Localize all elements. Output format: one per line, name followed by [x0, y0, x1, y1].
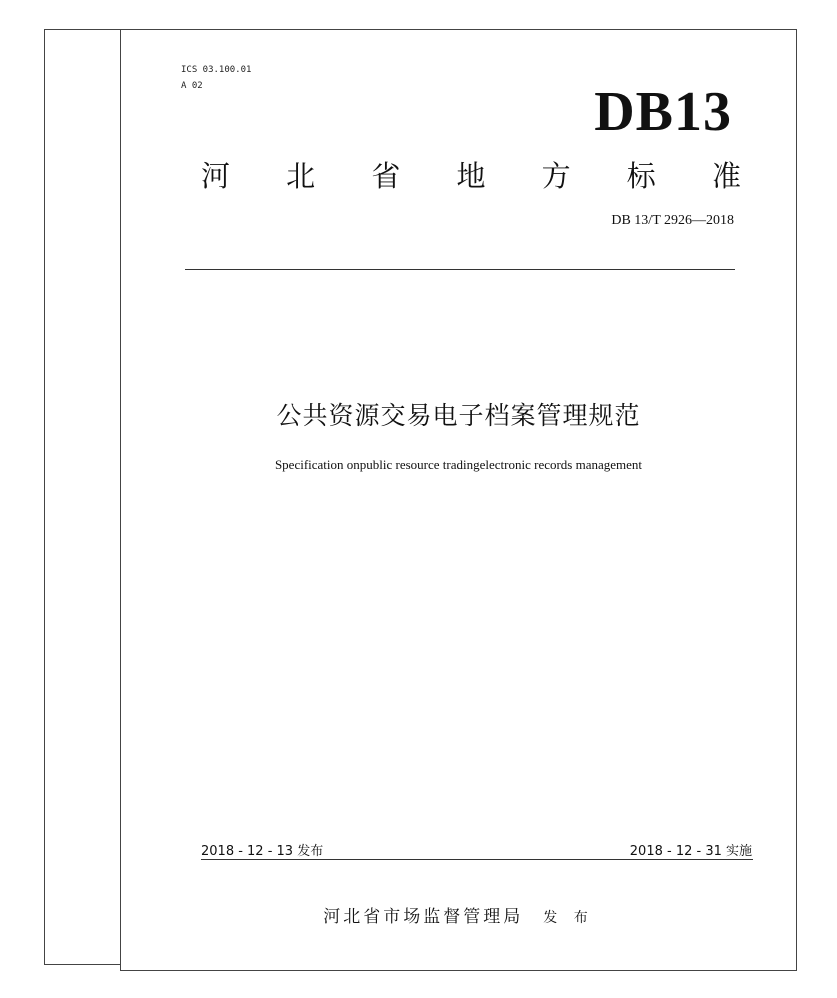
std-type-char: 省	[371, 159, 401, 193]
standard-number: DB 13/T 2926—2018	[611, 213, 734, 228]
standard-type-title	[201, 158, 741, 194]
class-code: A 02	[181, 81, 203, 91]
implementation-date: 2018 - 12 - 31 实施	[629, 844, 752, 859]
issue-date: 2018 - 12 - 13 发布	[201, 844, 324, 859]
std-type-char: 标	[626, 159, 656, 193]
ics-code: ICS 03.100.01	[181, 65, 252, 75]
header-divider	[185, 269, 735, 270]
db-logo: DB13	[594, 81, 732, 143]
std-type-char: 方	[541, 159, 571, 193]
classification-codes	[181, 62, 251, 94]
std-type-char: 准	[711, 159, 741, 193]
back-sheet	[44, 29, 122, 965]
issuing-authority	[121, 902, 796, 927]
footer-divider	[201, 859, 753, 860]
std-type-char: 北	[286, 159, 316, 193]
std-type-char: 河	[201, 159, 231, 193]
document-cover	[120, 29, 797, 971]
issuer-action: 发 布	[543, 910, 594, 926]
std-type-char: 地	[456, 159, 486, 193]
issuer-name: 河北省市场监督管理局	[323, 907, 524, 927]
document-title-chinese: 公共资源交易电子档案管理规范	[276, 401, 641, 430]
document-title-english: Specification onpublic resource tradingelectronic records management	[274, 457, 643, 472]
